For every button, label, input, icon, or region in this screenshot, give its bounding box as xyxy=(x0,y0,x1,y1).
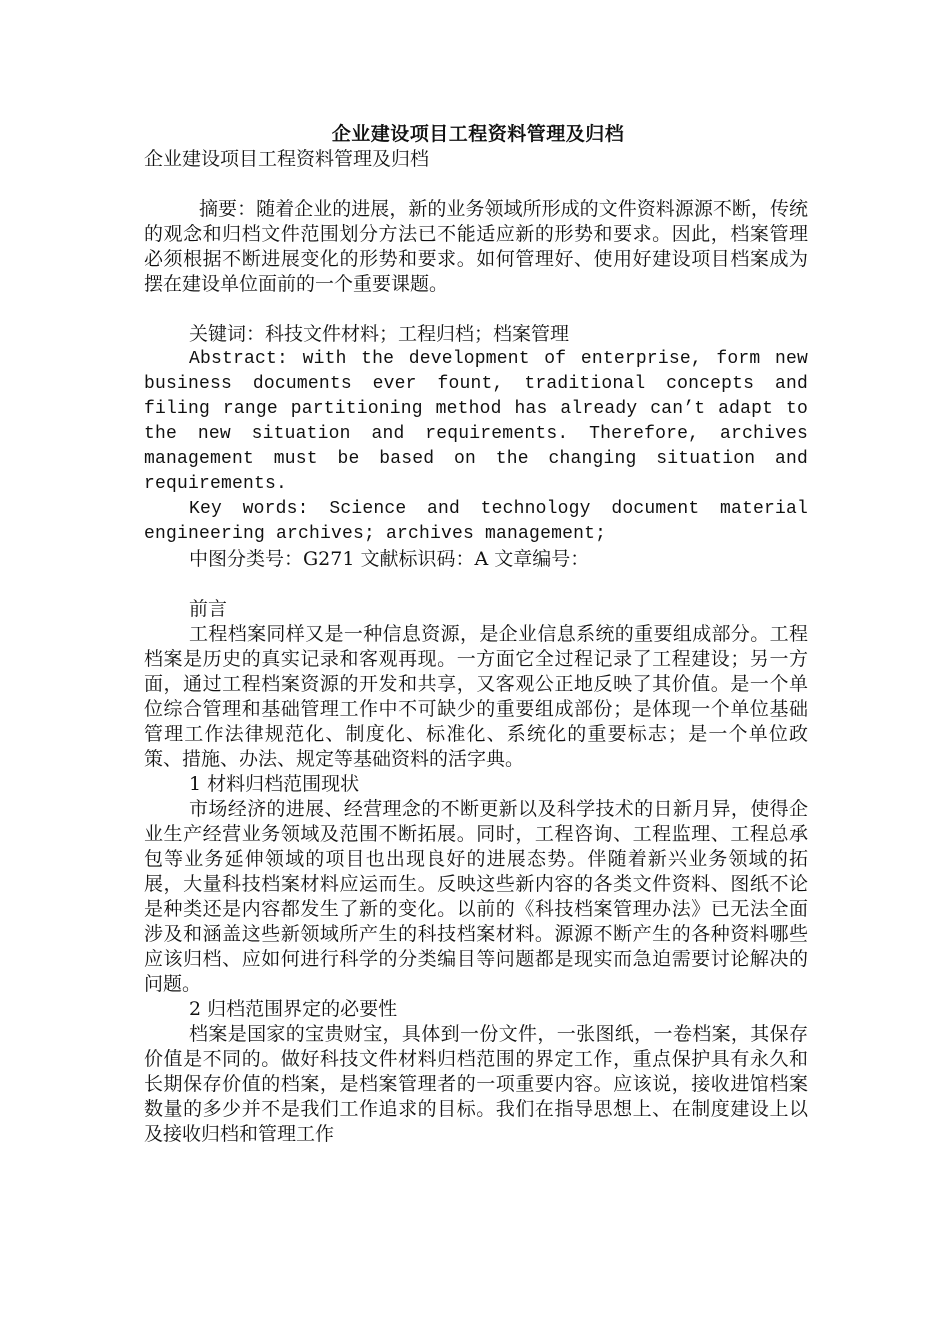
spacer xyxy=(144,572,808,597)
document-title: 企业建设项目工程资料管理及归档 xyxy=(331,123,625,145)
section-2-paragraph: 档案是国家的宝贵财宝，具体到一份文件，一张图纸，一卷档案，其保存价值是不同的。做好科技文件材料归档范围的界定工作，重点保护具有永久和长期保存价值的档案，是档案管理者的一项重要内容。应该说，接收进馆档案数量的多少并不是我们工作追求的目标。我们在指导思想上、在制度建设上以及接收归档和管理工作 xyxy=(144,1023,808,1145)
keywords-en: Key words: Science and technology document material engineering archives; archives management; xyxy=(144,499,808,544)
section-1-paragraph: 市场经济的进展、经营理念的不断更新以及科学技术的日新月异，使得企业生产经营业务领域及范围不断拓展。同时，工程咨询、工程监理、工程总承包等业务延伸领域的项目也出现良好的进展态势。伴随着新兴业务领域的拓展，大量科技档案材料应运而生。反映这些新内容的各类文件资料、图纸不论是种类还是内容都发生了新的变化。以前的《科技档案管理办法》已无法全面涉及和涵盖这些新领域所产生的科技档案材料。源源不断产生的各种资料哪些应该归档、应如何进行科学的分类编目等问题都是现实而急迫需要讨论解决的问题。 xyxy=(144,798,808,995)
abstract-cn: 摘要：随着企业的进展，新的业务领域所形成的文件资料源源不断，传统的观念和归档文件范围划分方法已不能适应新的形势和要求。因此，档案管理必须根据不断进展变化的形势和要求。如何管理好、使用好建设项目档案成为摆在建设单位面前的一个重要课题。 xyxy=(144,198,808,295)
keywords-cn: 关键词：科技文件材料；工程归档；档案管理 xyxy=(189,323,570,345)
preface-heading: 前言 xyxy=(189,598,228,620)
spacer xyxy=(144,297,808,322)
section-1-heading: 1 材料归档范围现状 xyxy=(189,773,360,795)
preface-paragraph: 工程档案同样又是一种信息资源，是企业信息系统的重要组成部分。工程档案是历史的真实记录和客观再现。一方面它全过程记录了工程建设；另一方面，通过工程档案资源的开发和共享，又客观公正地反映了其价值。是一个单位综合管理和基础管理工作中不可缺少的重要组成部份；是体现一个单位基础管理工作法律规范化、制度化、标准化、系统化的重要标志；是一个单位政策、措施、办法、规定等基础资料的活字典。 xyxy=(144,623,808,770)
classification-line: 中图分类号：G271 文献标识码：A 文章编号： xyxy=(189,548,590,570)
abstract-en: Abstract: with the development of enterprise, form new business documents ever fount, traditional concepts and filing range partitioning method has already can’t adapt to the new situation and requirements. Therefore, archives management must be based on the changing situation and requirements. xyxy=(144,349,808,494)
document-body xyxy=(144,122,808,1147)
document-subtitle: 企业建设项目工程资料管理及归档 xyxy=(144,148,430,170)
section-2-heading: 2 归档范围界定的必要性 xyxy=(189,998,398,1020)
spacer xyxy=(144,172,808,197)
